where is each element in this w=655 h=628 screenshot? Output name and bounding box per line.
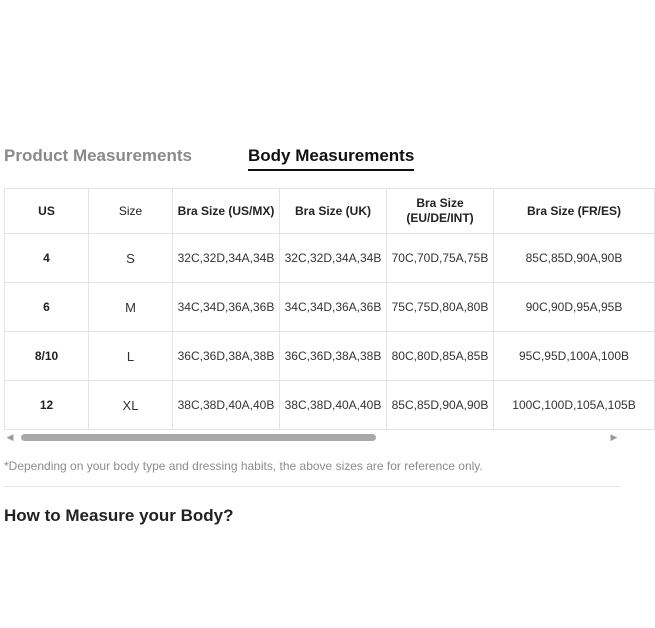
table-row bbox=[5, 283, 655, 332]
cell-bra-us-mx: 32C,32D,34A,34B bbox=[173, 234, 280, 283]
cell-bra-fr-es: 100C,100D,105A,105B bbox=[494, 381, 655, 430]
cell-size: M bbox=[89, 283, 173, 332]
cell-bra-eu: 75C,75D,80A,80B bbox=[387, 283, 494, 332]
tab-product-measurements[interactable] bbox=[4, 144, 192, 168]
measure-guide-heading-clipped bbox=[4, 502, 624, 525]
cell-bra-uk: 32C,32D,34A,34B bbox=[280, 234, 387, 283]
size-table-scroll-container[interactable] bbox=[4, 188, 636, 430]
header-bra-size-eu-de-int: Bra Size (EU/DE/INT) bbox=[387, 189, 494, 234]
active-tab-underline bbox=[248, 169, 414, 171]
cell-size: L bbox=[89, 332, 173, 381]
cell-us: 6 bbox=[5, 283, 89, 332]
cell-bra-fr-es: 90C,90D,95A,95B bbox=[494, 283, 655, 332]
cell-bra-uk: 36C,36D,38A,38B bbox=[280, 332, 387, 381]
header-bra-size-us-mx: Bra Size (US/MX) bbox=[173, 189, 280, 234]
header-us: US bbox=[5, 189, 89, 234]
measurement-tabs bbox=[4, 144, 624, 174]
cell-size: S bbox=[89, 234, 173, 283]
tab-product-label: Product Measurements bbox=[4, 146, 192, 165]
measure-guide-heading: How to Measure your Body? bbox=[4, 506, 234, 525]
table-row bbox=[5, 234, 655, 283]
section-divider bbox=[4, 486, 620, 487]
cell-bra-uk: 34C,34D,36A,36B bbox=[280, 283, 387, 332]
cell-bra-fr-es: 95C,95D,100A,100B bbox=[494, 332, 655, 381]
size-table bbox=[4, 188, 655, 430]
header-size: Size bbox=[89, 189, 173, 234]
cell-bra-uk: 38C,38D,40A,40B bbox=[280, 381, 387, 430]
cell-us: 8/10 bbox=[5, 332, 89, 381]
cell-us: 4 bbox=[5, 234, 89, 283]
horizontal-scrollbar[interactable] bbox=[4, 431, 620, 443]
header-bra-size-fr-es: Bra Size (FR/ES) bbox=[494, 189, 655, 234]
scroll-left-arrow-icon[interactable]: ◀ bbox=[6, 432, 14, 442]
scrollbar-thumb[interactable] bbox=[21, 434, 376, 441]
tab-body-measurements[interactable] bbox=[248, 144, 414, 168]
cell-bra-us-mx: 38C,38D,40A,40B bbox=[173, 381, 280, 430]
cell-bra-us-mx: 36C,36D,38A,38B bbox=[173, 332, 280, 381]
header-bra-size-uk: Bra Size (UK) bbox=[280, 189, 387, 234]
cell-bra-eu: 80C,80D,85A,85B bbox=[387, 332, 494, 381]
cell-bra-us-mx: 34C,34D,36A,36B bbox=[173, 283, 280, 332]
reference-note: *Depending on your body type and dressing habits, the above sizes are for reference only. bbox=[4, 459, 483, 473]
cell-size: XL bbox=[89, 381, 173, 430]
table-row bbox=[5, 381, 655, 430]
cell-us: 12 bbox=[5, 381, 89, 430]
cell-bra-eu: 85C,85D,90A,90B bbox=[387, 381, 494, 430]
scroll-right-arrow-icon[interactable]: ▶ bbox=[610, 432, 618, 442]
tab-body-label: Body Measurements bbox=[248, 146, 415, 165]
table-header-row bbox=[5, 189, 655, 234]
cell-bra-eu: 70C,70D,75A,75B bbox=[387, 234, 494, 283]
table-row bbox=[5, 332, 655, 381]
cell-bra-fr-es: 85C,85D,90A,90B bbox=[494, 234, 655, 283]
